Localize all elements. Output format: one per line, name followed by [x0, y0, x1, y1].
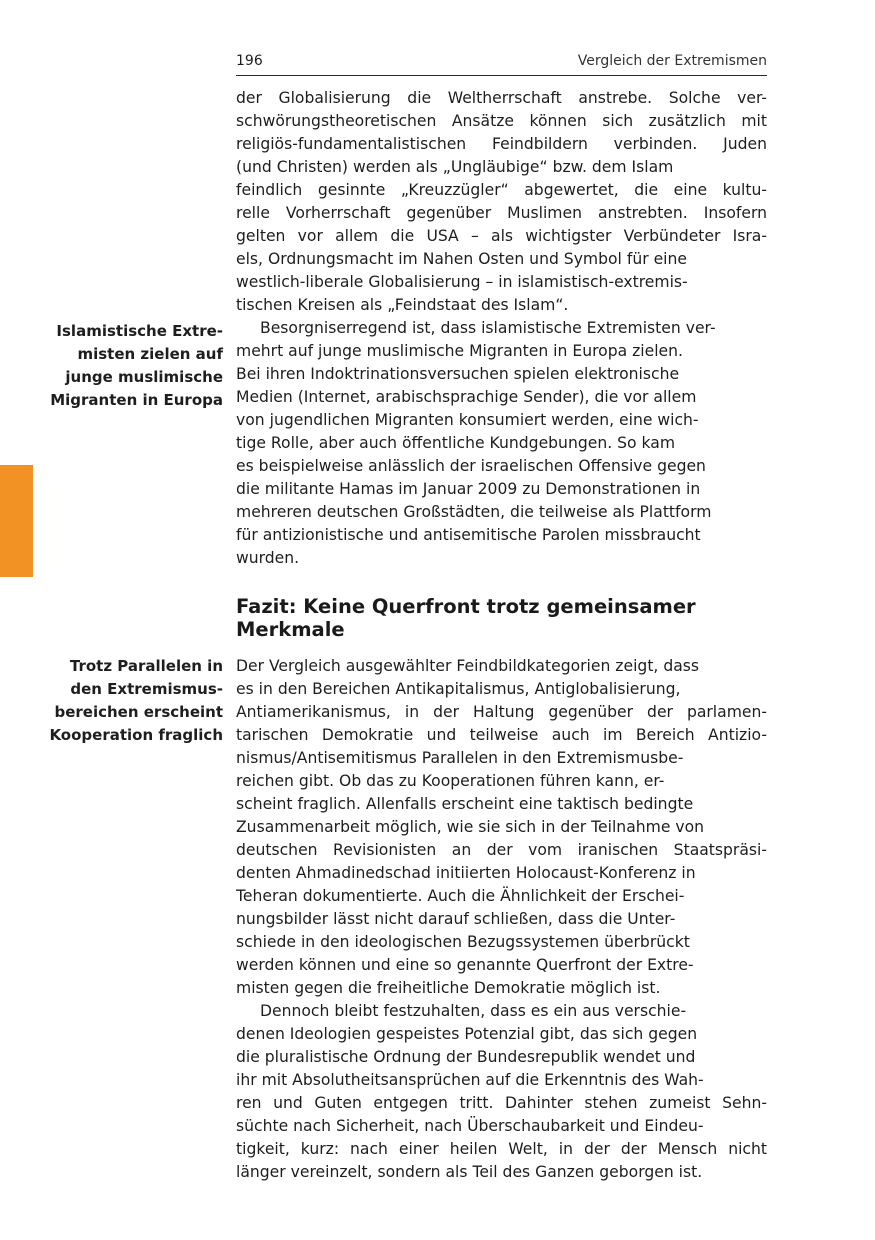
text-line: die militante Hamas im Januar 2009 zu Demonstrationen in — [236, 480, 701, 498]
section-heading — [236, 595, 767, 641]
text-line: es beispielweise anlässlich der israelischen Offensive gegen — [236, 457, 706, 475]
text-line: nismus/Antisemitismus Parallelen in den Extremismusbe- — [236, 749, 684, 767]
running-title: Vergleich der Extremismen — [577, 53, 767, 69]
body-text-section-1 — [236, 87, 767, 570]
text-line: denten Ahmadinedschad initiierten Holocaust-Konferenz in — [236, 864, 696, 882]
text-line: tischen Kreisen als „Feindstaat des Islam“. — [236, 296, 569, 314]
text-line: scheint fraglich. Allenfalls erscheint eine taktisch bedingte — [236, 795, 694, 813]
text-line: westlich-liberale Globalisierung – in islamistisch-extremis- — [236, 273, 688, 291]
margin-note-2 — [23, 655, 223, 747]
text-line: (und Christen) werden als „Ungläubige“ bzw. dem Islam — [236, 158, 674, 176]
text-line: für antizionistische und antisemitische Parolen missbraucht — [236, 526, 701, 544]
text-line: deutschen Revisionisten an der vom iranischen Staatspräsi- — [236, 841, 767, 859]
text-line: Dennoch bleibt festzuhalten, dass es ein aus verschie- — [260, 1002, 687, 1020]
text-line: tarischen Demokratie und teilweise auch im Bereich Antizio- — [236, 726, 767, 744]
margin-note-line: misten zielen auf — [77, 345, 223, 363]
text-line: tigkeit, kurz: nach einer heilen Welt, in der der Mensch nicht — [236, 1140, 767, 1158]
text-line: ren und Guten entgegen tritt. Dahinter stehen zumeist Sehn- — [236, 1094, 767, 1112]
text-line: wurden. — [236, 549, 300, 567]
margin-note-line: bereichen erscheint — [54, 703, 223, 721]
text-line: es in den Bereichen Antikapitalismus, Antiglobalisierung, — [236, 680, 681, 698]
page-number: 196 — [236, 53, 263, 69]
text-line: tige Rolle, aber auch öffentliche Kundgebungen. So kam — [236, 434, 676, 452]
text-line: die pluralistische Ordnung der Bundesrepublik wendet und — [236, 1048, 696, 1066]
margin-note-line: Migranten in Europa — [50, 391, 223, 409]
text-line: schiede in den ideologischen Bezugssystemen überbrückt — [236, 933, 690, 951]
text-line: religiös-fundamentalistischen Feindbildern verbinden. Juden — [236, 135, 767, 153]
text-line: Antiamerikanismus, in der Haltung gegenüber der parlamen- — [236, 703, 767, 721]
running-header — [236, 53, 767, 76]
text-line: Besorgniserregend ist, dass islamistische Extremisten ver- — [260, 319, 716, 337]
margin-note-line: Trotz Parallelen in — [69, 657, 223, 675]
text-line: feindlich gesinnte „Kreuzzügler“ abgewertet, die eine kultu- — [236, 181, 767, 199]
text-line: Teheran dokumentierte. Auch die Ähnlichkeit der Erschei- — [236, 887, 685, 905]
text-line: mehreren deutschen Großstädten, die teilweise als Plattform — [236, 503, 712, 521]
text-line: misten gegen die freiheitliche Demokratie möglich ist. — [236, 979, 661, 997]
text-line: der Globalisierung die Weltherrschaft anstrebe. Solche ver- — [236, 89, 767, 107]
heading-line: Merkmale — [236, 618, 345, 641]
margin-note-line: den Extremismus- — [70, 680, 223, 698]
text-line: von jugendlichen Migranten konsumiert werden, eine wich- — [236, 411, 699, 429]
text-line: süchte nach Sicherheit, nach Überschaubarkeit und Eindeu- — [236, 1117, 704, 1135]
margin-note-1 — [23, 320, 223, 412]
text-line: reichen gibt. Ob das zu Kooperationen führen kann, er- — [236, 772, 665, 790]
text-line: gelten vor allem die USA – als wichtigster Verbündeter Isra- — [236, 227, 767, 245]
margin-note-line: junge muslimische — [65, 368, 223, 386]
margin-note-line: Islamistische Extre- — [56, 322, 223, 340]
text-line: werden können und eine so genannte Querfront der Extre- — [236, 956, 694, 974]
text-line: länger vereinzelt, sondern als Teil des Ganzen geborgen ist. — [236, 1163, 703, 1181]
body-text-section-2 — [236, 655, 767, 1184]
margin-note-line: Kooperation fraglich — [49, 726, 223, 744]
chapter-tab-marker — [0, 465, 33, 577]
text-line: els, Ordnungsmacht im Nahen Osten und Symbol für eine — [236, 250, 687, 268]
text-line: schwörungstheoretischen Ansätze können sich zusätzlich mit — [236, 112, 767, 130]
text-line: denen Ideologien gespeistes Potenzial gibt, das sich gegen — [236, 1025, 698, 1043]
text-line: ihr mit Absolutheitsansprüchen auf die Erkenntnis des Wah- — [236, 1071, 704, 1089]
text-line: mehrt auf junge muslimische Migranten in Europa zielen. — [236, 342, 683, 360]
text-line: Zusammenarbeit möglich, wie sie sich in der Teilnahme von — [236, 818, 705, 836]
text-line: relle Vorherrschaft gegenüber Muslimen anstrebten. Insofern — [236, 204, 767, 222]
text-line: Der Vergleich ausgewählter Feindbildkategorien zeigt, dass — [236, 657, 700, 675]
text-line: Bei ihren Indoktrinationsversuchen spielen elektronische — [236, 365, 680, 383]
text-line: nungsbilder lässt nicht darauf schließen, dass die Unter- — [236, 910, 676, 928]
heading-line: Fazit: Keine Querfront trotz gemeinsamer — [236, 595, 696, 618]
text-line: Medien (Internet, arabischsprachige Sender), die vor allem — [236, 388, 697, 406]
